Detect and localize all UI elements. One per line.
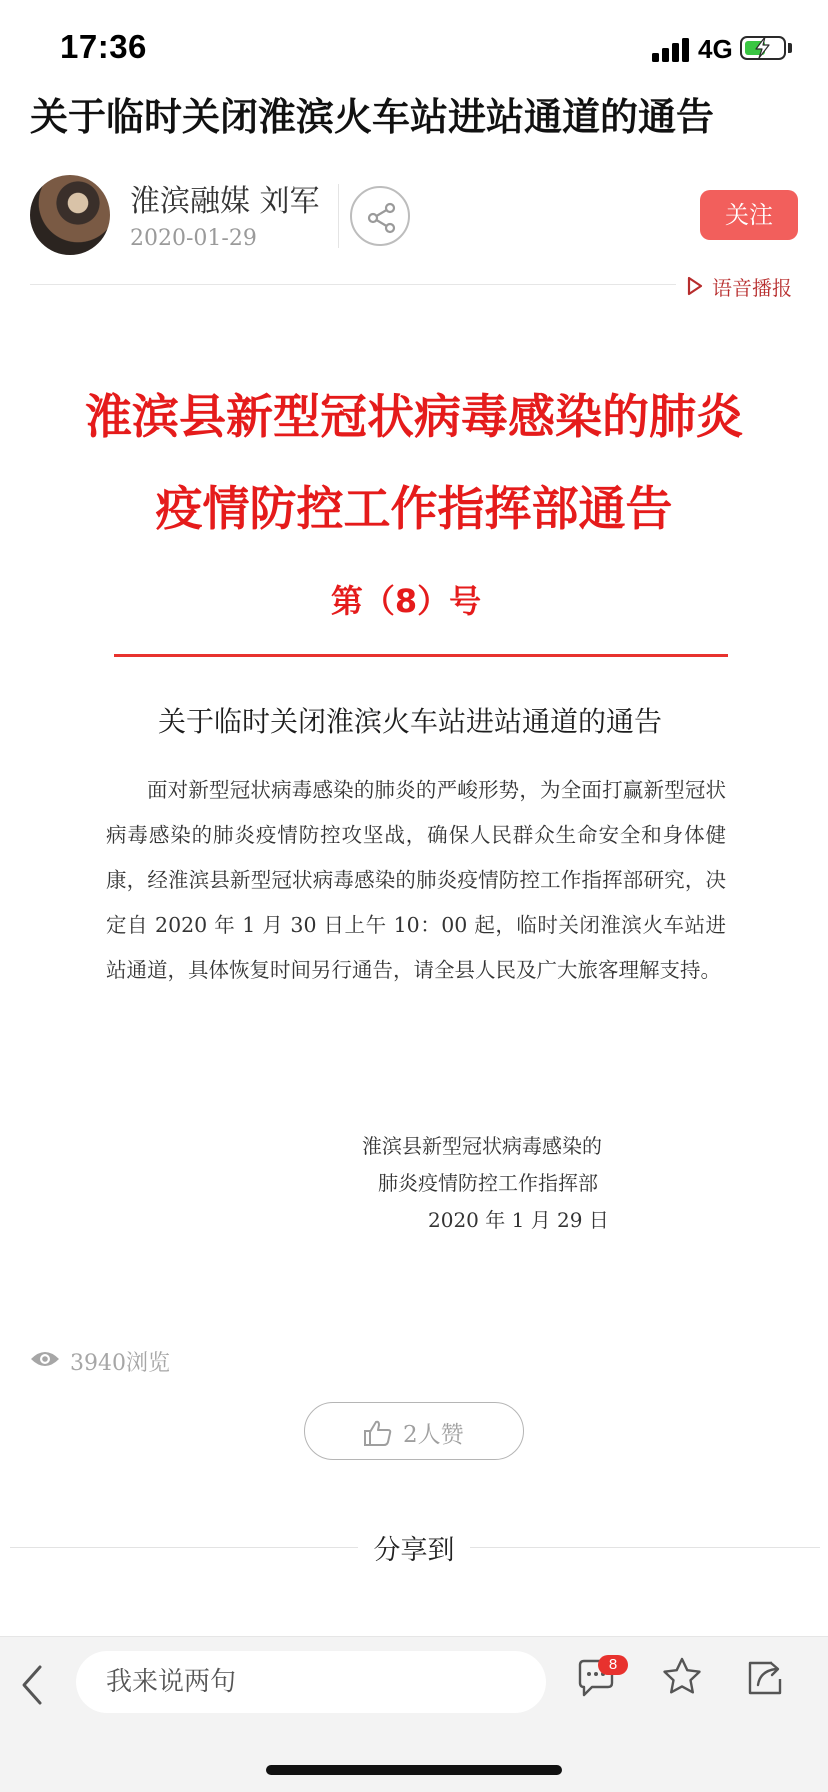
- notice-body: 面对新型冠状病毒感染的肺炎的严峻形势，为全面打赢新型冠状病毒感染的肺炎疫情防控攻坚战，确保人民群众生命安全和身体健康，经淮滨县新型冠状病毒感染的肺炎疫情防控工作指挥部研究，决定自 2020 年 1 月 30 日上午 10：00 起，临时关闭淮滨火车站进站通道，具体恢复时间另行通告，请全县人民及广大旅客理解支持。: [106, 778, 726, 982]
- status-time: 17:36: [60, 28, 147, 65]
- avatar[interactable]: [30, 175, 110, 255]
- share-out-button[interactable]: [742, 1655, 788, 1701]
- notice-signature-date: 2020 年 1 月 29 日: [428, 1208, 609, 1232]
- notice-signature-line2: 肺炎疫情防控工作指挥部: [378, 1171, 598, 1195]
- like-button[interactable]: [304, 1402, 524, 1460]
- back-button[interactable]: [14, 1657, 54, 1713]
- share-to-divider-left: [10, 1547, 358, 1548]
- article-title: 关于临时关闭淮滨火车站进站通道的通告: [30, 94, 715, 139]
- eye-icon: [30, 1348, 60, 1370]
- author-name[interactable]: 淮滨融媒 刘军: [130, 184, 320, 219]
- notice-subtitle: 关于临时关闭淮滨火车站进站通道的通告: [157, 705, 662, 738]
- share-to-label: 分享到: [373, 1535, 455, 1566]
- network-label: 4G: [698, 34, 733, 64]
- share-button[interactable]: [350, 186, 410, 246]
- notice-number: 第（8）号: [330, 582, 482, 620]
- follow-button[interactable]: 关注: [700, 190, 798, 240]
- favorite-button[interactable]: [660, 1655, 704, 1699]
- notice-signature-line1: 淮滨县新型冠状病毒感染的: [362, 1134, 602, 1158]
- back-chevron-icon: [14, 1657, 54, 1713]
- notice-heading-line2: 疫情防控工作指挥部通告: [155, 482, 673, 537]
- notice-image: [0, 300, 828, 1310]
- status-bar: [0, 0, 828, 100]
- author-divider: [338, 184, 339, 248]
- star-icon: [660, 1655, 704, 1699]
- share-to-divider-right: [470, 1547, 820, 1548]
- thumbs-up-icon: [363, 1419, 393, 1447]
- view-count-label: 3940浏览: [70, 1351, 170, 1376]
- share-out-icon: [742, 1655, 788, 1701]
- publish-date: 2020-01-29: [130, 226, 257, 251]
- comment-count-badge: 8: [598, 1655, 628, 1675]
- header-divider: [30, 284, 676, 285]
- bottom-toolbar: [0, 1636, 828, 1792]
- share-icon: [365, 201, 399, 235]
- audio-broadcast-label: 语音播报: [712, 276, 792, 300]
- notice-red-rule: [114, 654, 728, 657]
- signal-icon: [652, 36, 692, 62]
- battery-icon: [740, 36, 786, 60]
- home-indicator: [266, 1765, 562, 1775]
- notice-heading-line1: 淮滨县新型冠状病毒感染的肺炎: [85, 390, 743, 445]
- battery-cap: [788, 43, 792, 53]
- play-icon: [686, 276, 704, 296]
- comment-input[interactable]: [76, 1651, 546, 1713]
- like-count: 2人赞: [403, 1422, 464, 1448]
